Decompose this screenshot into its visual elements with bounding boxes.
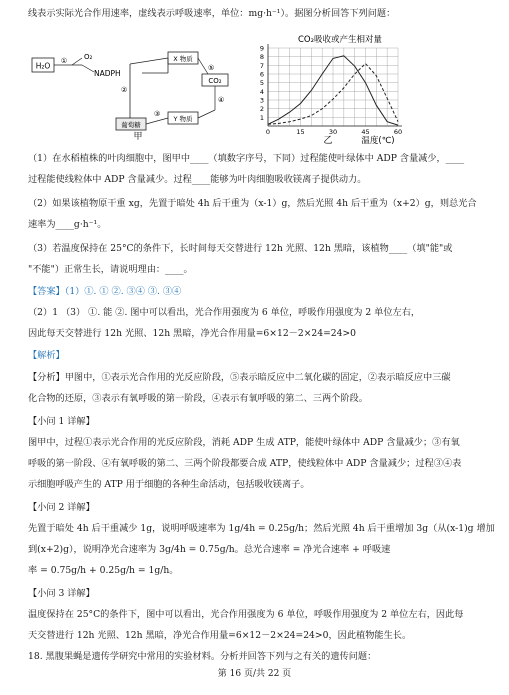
y-tick-label: 9 — [259, 44, 264, 53]
y-tick-label: 1 — [259, 113, 264, 122]
x-tick-label: 15 — [296, 128, 305, 136]
y-tick-label: 3 — [259, 96, 264, 105]
o2-label: O₂ — [84, 53, 93, 61]
step-1-label: ① — [60, 57, 68, 65]
y-tick-label: 7 — [259, 61, 264, 70]
chart-x-ticks — [266, 128, 402, 136]
analysis-line-2: 化合物的还原，③表示有氧呼吸的第一阶段，④表示有氧呼吸的第二、三两个阶段。 — [28, 393, 368, 404]
detail-1-line-a: 图甲中，过程①表示光合作用的光反应阶段，消耗 ADP 生成 ATP，能使叶绿体中 ADP 含量减少；③有氧 — [28, 437, 460, 448]
question-2-line-a: （2）如果该植物原干重 xg，先置于暗处 4h 后干重为（x-1）g，然后光照 4h 后干重为（x+2）g，则总光合 — [28, 198, 477, 209]
question-1-line-b: 过程能使线粒体中 ADP 含量减少。过程____能够为叶肉细胞吸收镁离子提供动力。 — [28, 174, 367, 185]
pathway-diagram — [30, 30, 240, 140]
x-tick-label: 45 — [361, 128, 370, 136]
detail-3-line-a: 温度保持在 25°C的条件下，图中可以看出，光合作用强度为 6 单位，呼吸作用强度为 2 单位左右，因此每 — [28, 609, 464, 620]
page-footer: 第 16 页/共 22 页 — [217, 669, 292, 679]
detail-2-line-b: 到(x+2)g），说明净光合速率为 3g/4h = 0.75g/h。总光合速率 = 净光合速率 + 呼吸速 — [28, 544, 391, 555]
subquestion-3-heading: 【小问 3 详解】 — [28, 588, 95, 599]
detail-3-line-b: 天交替进行 12h 光照、12h 黑暗，净光合作用量=6×12－2×24=24>0，因此植物能生长。 — [28, 630, 412, 641]
y-tick-label: 6 — [259, 70, 264, 79]
detail-1-line-c: 示细胞呼吸产生的 ATP 用于细胞的各种生命活动，包括吸收镁离子。 — [28, 479, 310, 490]
y-tick-label: 2 — [259, 105, 264, 114]
x-tick-label: 30 — [328, 128, 338, 136]
question-3-line-b: "不能"）正常生长，请说明理由：____。 — [28, 264, 193, 275]
x-tick-label: 0 — [265, 128, 271, 136]
detail-1-line-b: 呼吸的第一阶段、④有氧呼吸的第二、三两个阶段都要合成 ATP，使线粒体中 ADP 含量减少；过程③④表 — [28, 458, 462, 469]
subquestion-1-heading: 【小问 1 详解】 — [28, 416, 95, 427]
step-5-label: ⑤ — [208, 64, 215, 72]
question-1-line-a: （1）在水稻植株的叶肉细胞中，图甲中____（填数字序号，下同）过程能使叶绿体中 ADP 含量减少，____ — [28, 153, 465, 164]
y-substance-label: Y 物质 — [173, 115, 193, 123]
y-tick-label: 4 — [259, 87, 264, 96]
question-18-line: 18. 黑腹果蝇是遗传学研究中常用的实验材料。分析并回答下列与之有关的遗传问题： — [28, 651, 377, 662]
detail-2-line-c: 率 = 0.75g/h + 0.25g/h = 1g/h。 — [28, 565, 179, 576]
analysis-line-1: 【分析】甲图中，①表示光合作用的光反应阶段，⑤表示暗反应中二氧化碳的固定，②表示暗反应中三碳 — [28, 372, 451, 383]
chart-title: CO₂吸收或产生相对量 — [297, 35, 383, 45]
intro-line: 线表示实际光合作用速率，虚线表示呼吸速率，单位：mg·h⁻¹）。据图分析回答下列问题： — [28, 8, 396, 19]
analysis-heading: 【解析】 — [28, 350, 65, 361]
x-substance-label: X 物质 — [173, 55, 193, 63]
answer-line-2: （2）1 （3） ①. 能 ②. 图中可以看出，光合作用强度为 6 单位，呼吸作用强度为 2 单位左右， — [28, 307, 421, 318]
x-axis-label: 温度(℃) — [361, 136, 395, 146]
figure-caption-jia: 甲 — [133, 132, 143, 140]
chart-caption-yi: 乙 — [323, 136, 333, 146]
y-tick-label: 8 — [259, 53, 264, 62]
question-2-line-b: 速率为____g·h⁻¹。 — [28, 219, 107, 230]
co2-temperature-chart — [248, 30, 418, 146]
answer-line-3: 因此每天交替进行 12h 光照、12h 黑暗，净光合作用量=6×12－2×24=24>0 — [28, 328, 357, 339]
step-3-label: ③ — [154, 110, 161, 118]
glucose-label: 葡萄糖 — [121, 121, 141, 129]
answer-line-1: 【答案】（1）①. ① ②. ③④ ③. ③④ — [28, 286, 182, 297]
h2o-label: H₂O — [35, 61, 51, 71]
step-4-label: ④ — [218, 96, 225, 104]
y-tick-label: 5 — [259, 79, 264, 88]
detail-2-line-a: 先置于暗处 4h 后干重减少 1g，说明呼吸速率为 1g/4h = 0.25g/h；然后光照 4h 后干重增加 3g（从(x-1)g 增加 — [28, 523, 495, 534]
subquestion-2-heading: 【小问 2 详解】 — [28, 502, 95, 513]
question-3-line-a: （3）若温度保持在 25°C的条件下，长时间每天交替进行 12h 光照、12h 黑暗，该植物____（填"能"或 — [28, 243, 453, 254]
nadph-label: NADPH — [94, 69, 121, 78]
step-2-label: ② — [121, 86, 128, 94]
co2-label: CO₂ — [208, 77, 222, 85]
chart-y-ticks — [260, 45, 264, 122]
x-tick-label: 60 — [393, 128, 403, 136]
